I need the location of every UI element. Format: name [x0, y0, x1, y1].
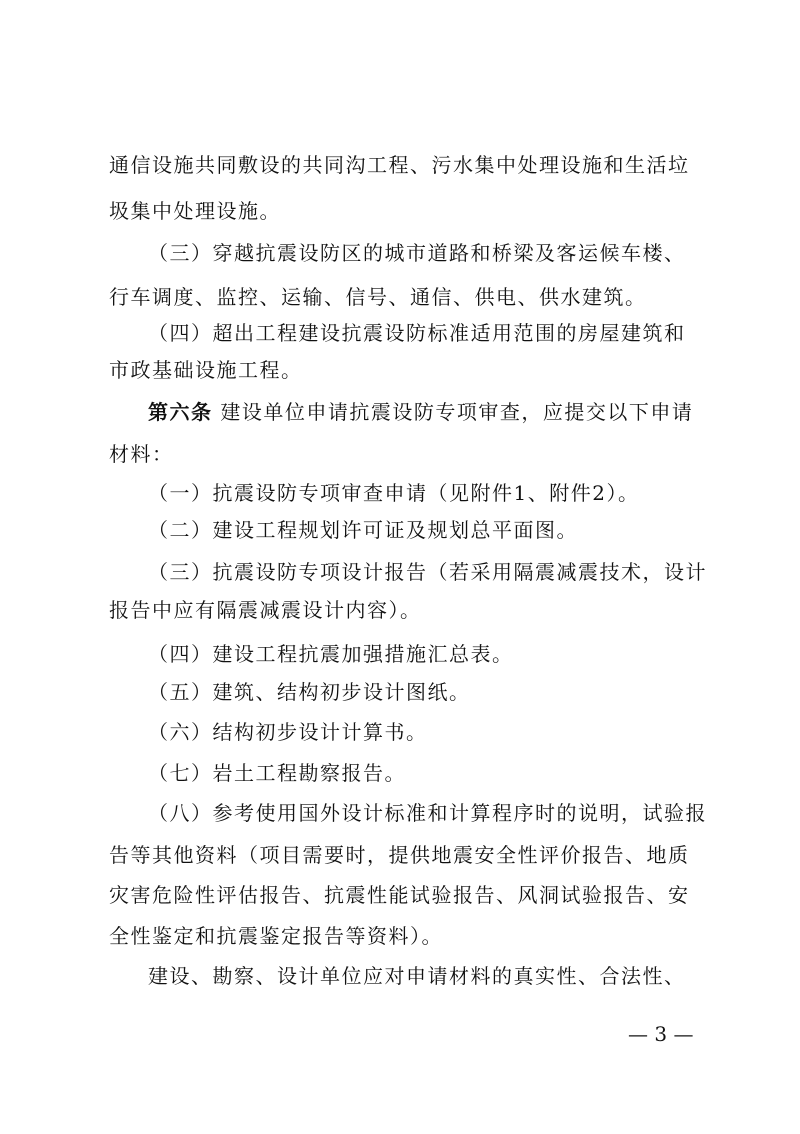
text-line: 报告中应有隔震减震设计内容）。: [109, 598, 422, 622]
text-line: 材料：: [109, 442, 174, 466]
text-line: （三）抗震设防专项设计报告（若采用隔震减震技术，设计: [148, 560, 707, 584]
text-line: （七）岩土工程勘察报告。: [148, 761, 406, 785]
text-line: 行车调度、监控、运输、信号、通信、供电、供水建筑。: [109, 285, 647, 309]
text-line: 全性鉴定和抗震鉴定报告等资料）。: [109, 924, 443, 948]
text-line: （五）建筑、结构初步设计图纸。: [148, 680, 471, 704]
text-line: 通信设施共同敷设的共同沟工程、污水集中处理设施和生活垃: [109, 153, 690, 177]
article-six-line: [148, 398, 699, 426]
text-line: （三）穿越抗震设防区的城市道路和桥梁及客运候车楼、: [148, 241, 686, 265]
article-text: 建设单位申请抗震设防专项审查，应提交以下申请: [220, 400, 694, 424]
text-line: 市政基础设施工程。: [109, 358, 303, 382]
text-line: （六）结构初步设计计算书。: [148, 720, 428, 744]
text-line: （四）超出工程建设抗震设防标准适用范围的房屋建筑和: [148, 321, 686, 345]
text-line: 告等其他资料（项目需要时，提供地震安全性评价报告、地质: [109, 843, 690, 867]
text-line: （一）抗震设防专项审查申请（见附件1、附件2）。: [148, 481, 640, 505]
text-line: 圾集中处理设施。: [109, 199, 281, 223]
text-line: （二）建设工程规划许可证及规划总平面图。: [148, 518, 578, 542]
page-number: — 3 —: [628, 1022, 694, 1046]
text-line: （四）建设工程抗震加强措施汇总表。: [148, 642, 514, 666]
article-heading: 第六条: [148, 400, 213, 424]
text-line: 灾害危险性评估报告、抗震性能试验报告、风洞试验报告、安: [109, 883, 690, 907]
text-line: 建设、勘察、设计单位应对申请材料的真实性、合法性、: [148, 964, 686, 988]
text-line: （八）参考使用国外设计标准和计算程序时的说明，试验报: [148, 801, 707, 825]
